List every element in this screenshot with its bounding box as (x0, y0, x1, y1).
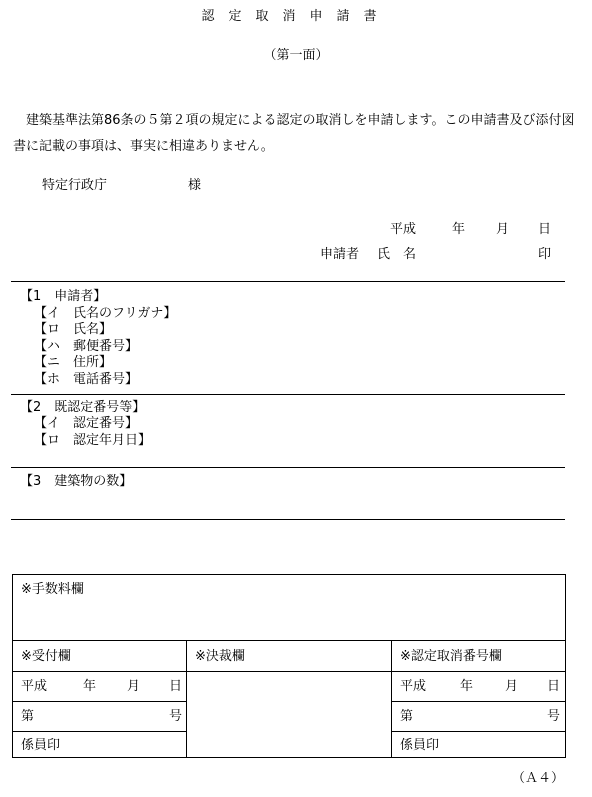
reception-date-year: 年 (83, 679, 97, 694)
revocation-date-day: 日 (547, 679, 561, 694)
table-rule (13, 731, 186, 732)
intro-paragraph: 建築基準法第86条の５第２項の規定による認定の取消しを申請します。この申請書及び添付図書に記載の事項は、事実に相違ありません。 (13, 113, 575, 154)
section-3-heading: 【3 建築物の数】 (20, 474, 133, 489)
revocation-number-suffix: 号 (547, 709, 561, 724)
date-day: 日 (538, 222, 552, 237)
section-1-item: 【ハ 郵便番号】 (34, 339, 139, 354)
date-era: 平成 (390, 222, 417, 237)
section-2-item: 【ロ 認定年月日】 (34, 433, 152, 448)
date-month: 月 (496, 222, 510, 237)
section-1-item: 【ロ 氏名】 (34, 322, 113, 337)
section-1-item: 【ホ 電話番号】 (34, 372, 139, 387)
revocation-number-column-label: ※認定取消番号欄 (400, 649, 502, 664)
fee-column-label: ※手数料欄 (21, 582, 84, 597)
reception-date-era: 平成 (21, 679, 48, 694)
revocation-number-prefix: 第 (400, 709, 414, 724)
addressee-office: 特定行政庁 (42, 178, 108, 193)
revocation-date-month: 月 (505, 679, 519, 694)
divider-line (11, 467, 565, 468)
revocation-date-year: 年 (460, 679, 474, 694)
section-1-item: 【イ 氏名のフリガナ】 (34, 306, 177, 321)
reception-number-suffix: 号 (169, 709, 183, 724)
applicant-name-label: 氏 名 (377, 247, 417, 262)
applicant-label: 申請者 (320, 247, 360, 262)
page-subtitle: （第一面） (263, 48, 329, 63)
section-1-heading: 【1 申請者】 (20, 289, 107, 304)
addressee-honorific: 様 (188, 178, 202, 193)
reception-number-prefix: 第 (21, 709, 35, 724)
section-2-heading: 【2 既認定番号等】 (20, 400, 146, 415)
table-rule (391, 640, 392, 757)
page-title: 認定取消申請書 (201, 9, 391, 24)
revocation-date-era: 平成 (400, 679, 427, 694)
table-rule (391, 701, 565, 702)
section-1-item: 【ニ 住所】 (34, 355, 113, 370)
reception-column-label: ※受付欄 (21, 649, 71, 664)
table-rule (186, 640, 187, 757)
decision-column-label: ※決裁欄 (195, 649, 245, 664)
table-rule (13, 671, 565, 672)
date-year: 年 (452, 222, 466, 237)
divider-line (11, 519, 565, 520)
divider-line (11, 281, 565, 282)
seal-mark: 印 (538, 247, 552, 262)
section-2-item: 【イ 認定番号】 (34, 416, 139, 431)
office-use-table (12, 574, 566, 758)
table-rule (13, 701, 186, 702)
paper-size-note: （Ａ４） (512, 771, 565, 786)
reception-date-month: 月 (127, 679, 141, 694)
table-rule (13, 640, 565, 641)
reception-date-day: 日 (169, 679, 183, 694)
table-rule (391, 731, 565, 732)
revocation-clerk-seal-label: 係員印 (400, 738, 440, 753)
divider-line (11, 394, 565, 395)
reception-clerk-seal-label: 係員印 (21, 738, 61, 753)
